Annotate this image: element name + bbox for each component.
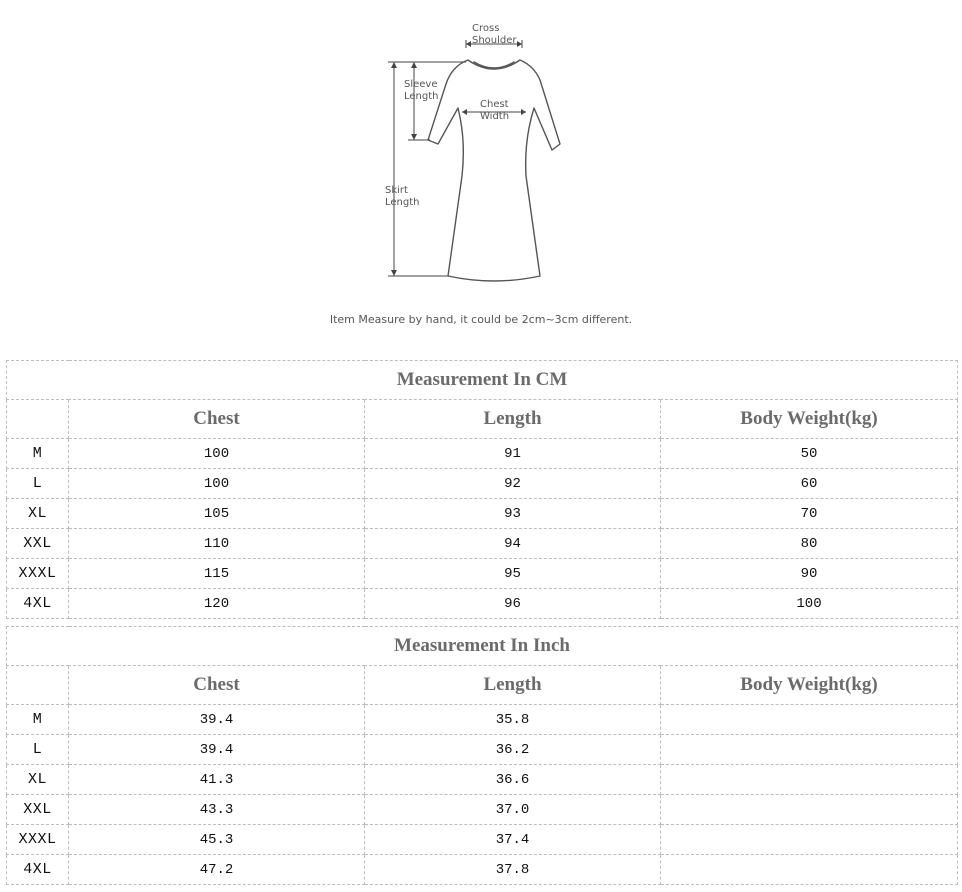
table-row [7,469,958,499]
weight-cell [661,825,958,855]
table-row [7,855,958,885]
size-cell: 4XL [7,589,69,619]
weight-cell: 90 [661,559,958,589]
size-cell: XL [7,765,69,795]
weight-cell: 80 [661,529,958,559]
table-row [7,735,958,765]
chest-cell: 39.4 [69,705,365,735]
table-title: Measurement In CM [7,361,958,400]
size-cell: M [7,439,69,469]
header-body-weight: Body Weight(kg) [661,400,958,439]
header-chest: Chest [69,400,365,439]
cross-shoulder-label-line1: Cross [472,23,500,34]
header-chest: Chest [69,666,365,705]
header-length: Length [365,666,661,705]
header-size [7,400,69,439]
table-row [7,559,958,589]
chest-cell: 110 [69,529,365,559]
header-body-weight: Body Weight(kg) [661,666,958,705]
length-cell: 92 [365,469,661,499]
weight-cell: 50 [661,439,958,469]
table-row [7,439,958,469]
chest-cell: 115 [69,559,365,589]
measurement-note: Item Measure by hand, it could be 2cm~3cm different. [329,313,633,326]
size-table-inch [6,626,958,885]
length-cell: 93 [365,499,661,529]
header-size [7,666,69,705]
size-table-cm [6,360,958,619]
sleeve-length-label-line1: Sleeve [404,79,438,90]
cross-shoulder-label-line2: Shoulder [472,35,517,46]
weight-cell [661,855,958,885]
length-cell: 95 [365,559,661,589]
length-cell: 91 [365,439,661,469]
chest-cell: 47.2 [69,855,365,885]
dress-measurement-diagram [0,0,962,345]
size-cell: XXXL [7,559,69,589]
chest-cell: 43.3 [69,795,365,825]
table-row [7,795,958,825]
size-cell: XXL [7,795,69,825]
dress-outline-icon [0,0,962,345]
length-cell: 36.2 [365,735,661,765]
weight-cell: 60 [661,469,958,499]
size-cell: M [7,705,69,735]
chest-cell: 39.4 [69,735,365,765]
weight-cell [661,705,958,735]
table-row [7,705,958,735]
size-cell: XL [7,499,69,529]
header-length: Length [365,400,661,439]
chest-cell: 105 [69,499,365,529]
sleeve-length-label-line2: Length [404,91,439,102]
table-row [7,589,958,619]
chest-cell: 120 [69,589,365,619]
size-cell: XXL [7,529,69,559]
weight-cell [661,795,958,825]
length-cell: 37.4 [365,825,661,855]
table-row [7,529,958,559]
chest-width-label-line2: Width [480,111,510,122]
chest-width-label-line1: Chest [480,99,509,110]
chest-cell: 100 [69,469,365,499]
length-cell: 37.8 [365,855,661,885]
size-cell: L [7,735,69,765]
weight-cell: 70 [661,499,958,529]
weight-cell: 100 [661,589,958,619]
length-cell: 36.6 [365,765,661,795]
chest-cell: 45.3 [69,825,365,855]
table-row [7,499,958,529]
table-row [7,765,958,795]
length-cell: 37.0 [365,795,661,825]
table-title: Measurement In Inch [7,627,958,666]
length-cell: 96 [365,589,661,619]
chest-cell: 41.3 [69,765,365,795]
size-cell: 4XL [7,855,69,885]
skirt-length-label-line1: Skirt [385,185,408,196]
size-cell: L [7,469,69,499]
weight-cell [661,765,958,795]
table-row [7,825,958,855]
size-cell: XXXL [7,825,69,855]
weight-cell [661,735,958,765]
chest-cell: 100 [69,439,365,469]
skirt-length-label-line2: Length [385,197,420,208]
length-cell: 35.8 [365,705,661,735]
length-cell: 94 [365,529,661,559]
